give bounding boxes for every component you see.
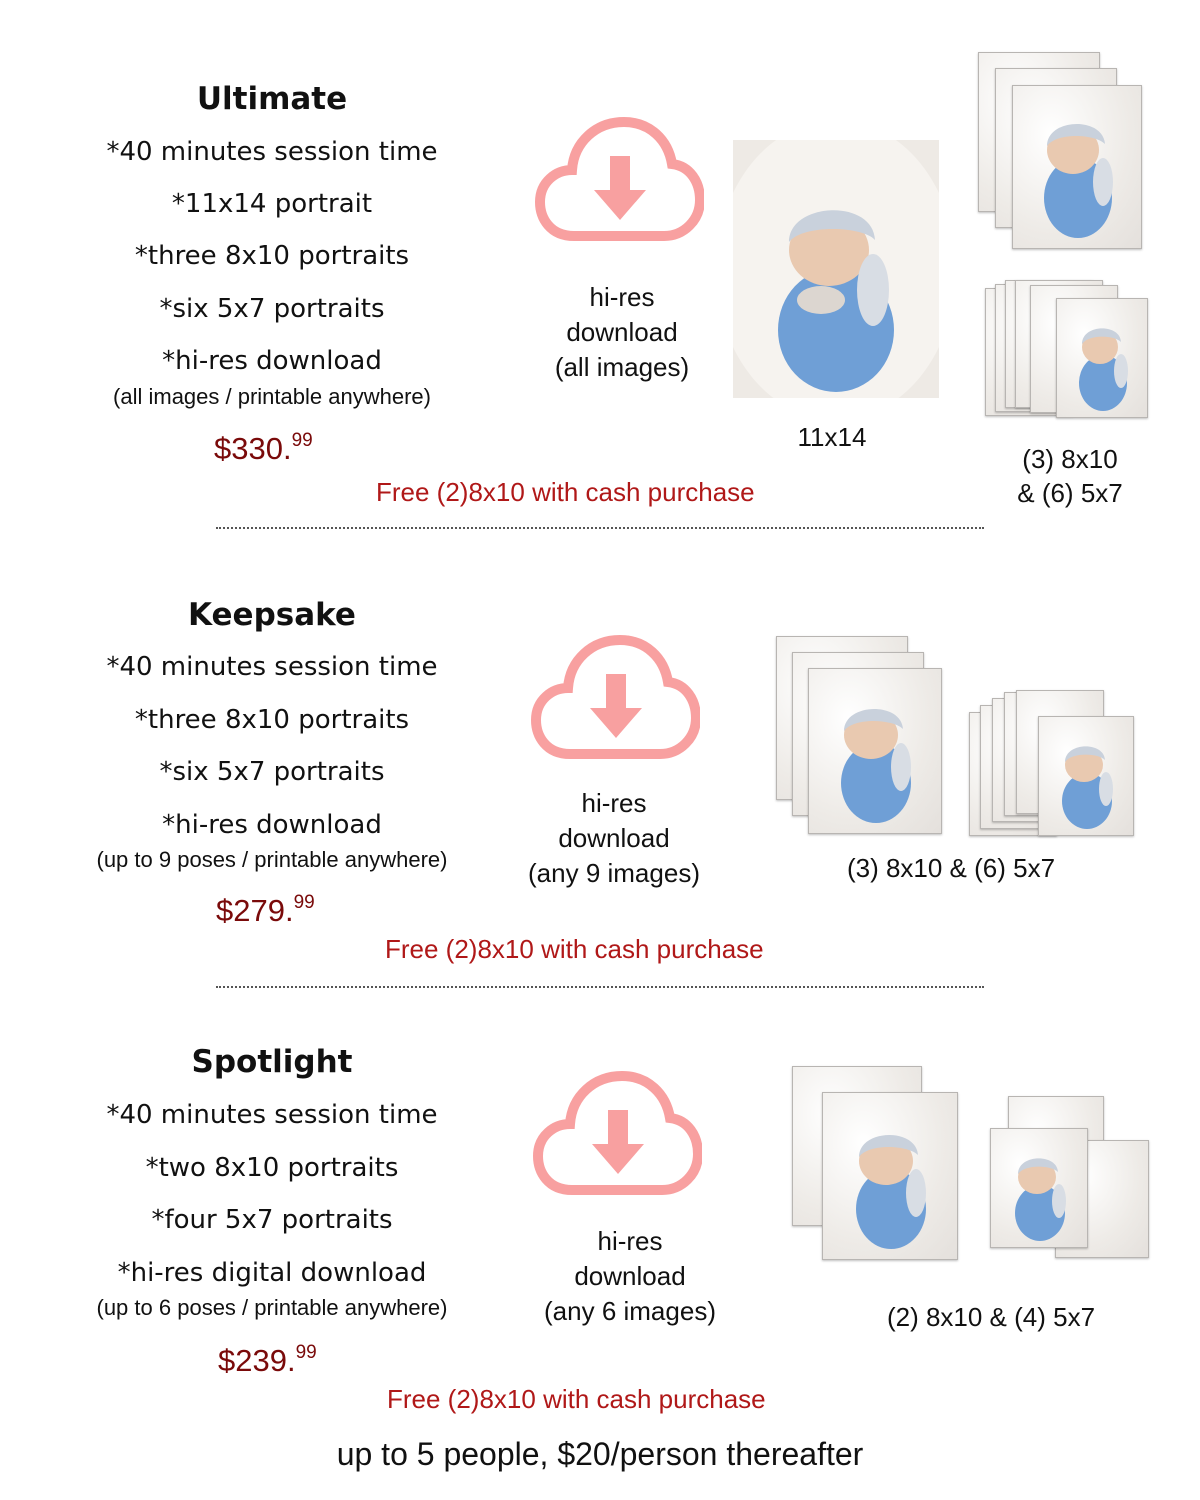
free-offer: Free (2)8x10 with cash purchase bbox=[387, 1384, 766, 1414]
feature-item: *11x14 portrait bbox=[171, 189, 373, 219]
free-offer: Free (2)8x10 with cash purchase bbox=[385, 934, 764, 964]
feature-item: *hi-res digital download bbox=[117, 1258, 427, 1288]
section-divider bbox=[216, 527, 984, 529]
cloud-download-icon bbox=[534, 116, 704, 246]
download-note: (all images / printable anywhere) bbox=[113, 384, 431, 409]
free-offer: Free (2)8x10 with cash purchase bbox=[376, 477, 755, 507]
cloud-download-icon bbox=[530, 634, 700, 764]
package-title: Ultimate bbox=[196, 81, 348, 117]
print-5x7 bbox=[1038, 716, 1134, 836]
feature-item: *three 8x10 portraits bbox=[134, 241, 410, 271]
section-divider bbox=[216, 986, 984, 988]
footer-note: up to 5 people, $20/person thereafter bbox=[336, 1436, 864, 1472]
caption: (2) 8x10 & (4) 5x7 bbox=[886, 1302, 1096, 1332]
feature-item: *hi-res download bbox=[162, 346, 382, 376]
caption: (3) 8x10 & (6) 5x7 bbox=[846, 853, 1056, 883]
feature-item: *40 minutes session time bbox=[106, 137, 438, 167]
print-5x7 bbox=[990, 1128, 1088, 1248]
download-label: hi-res download (any 9 images) bbox=[528, 788, 700, 888]
feature-item: *four 5x7 portraits bbox=[151, 1205, 393, 1235]
feature-item: *six 5x7 portraits bbox=[159, 294, 385, 324]
print-8x10 bbox=[1012, 85, 1142, 249]
download-note: (up to 6 poses / printable anywhere) bbox=[96, 1295, 448, 1320]
download-label: hi-res download (any 6 images) bbox=[544, 1226, 716, 1326]
feature-item: *hi-res download bbox=[162, 810, 382, 840]
package-title: Spotlight bbox=[191, 1044, 353, 1080]
package-title: Keepsake bbox=[188, 597, 356, 633]
feature-item: *two 8x10 portraits bbox=[145, 1153, 399, 1183]
price bbox=[218, 1342, 317, 1379]
price bbox=[214, 430, 313, 467]
price-cents: 99 bbox=[293, 892, 315, 913]
price-cents: 99 bbox=[291, 430, 313, 451]
price-cents: 99 bbox=[295, 1342, 317, 1363]
download-label: hi-res download (all images) bbox=[554, 282, 690, 382]
print-8x10 bbox=[822, 1092, 958, 1260]
portrait-photo-11x14 bbox=[733, 140, 939, 398]
price bbox=[216, 892, 315, 929]
download-note: (up to 9 poses / printable anywhere) bbox=[96, 847, 448, 872]
price-main: $239. bbox=[218, 1343, 296, 1378]
print-5x7 bbox=[1056, 298, 1148, 418]
print-8x10 bbox=[808, 668, 942, 834]
feature-item: *40 minutes session time bbox=[106, 652, 438, 682]
feature-item: *three 8x10 portraits bbox=[134, 705, 410, 735]
price-main: $279. bbox=[216, 893, 294, 928]
feature-item: *six 5x7 portraits bbox=[159, 757, 385, 787]
caption: (3) 8x10 & (6) 5x7 bbox=[1017, 444, 1123, 508]
cloud-download-icon bbox=[532, 1070, 702, 1200]
price-main: $330. bbox=[214, 431, 292, 466]
feature-item: *40 minutes session time bbox=[106, 1100, 438, 1130]
caption: 11x14 bbox=[797, 422, 867, 452]
